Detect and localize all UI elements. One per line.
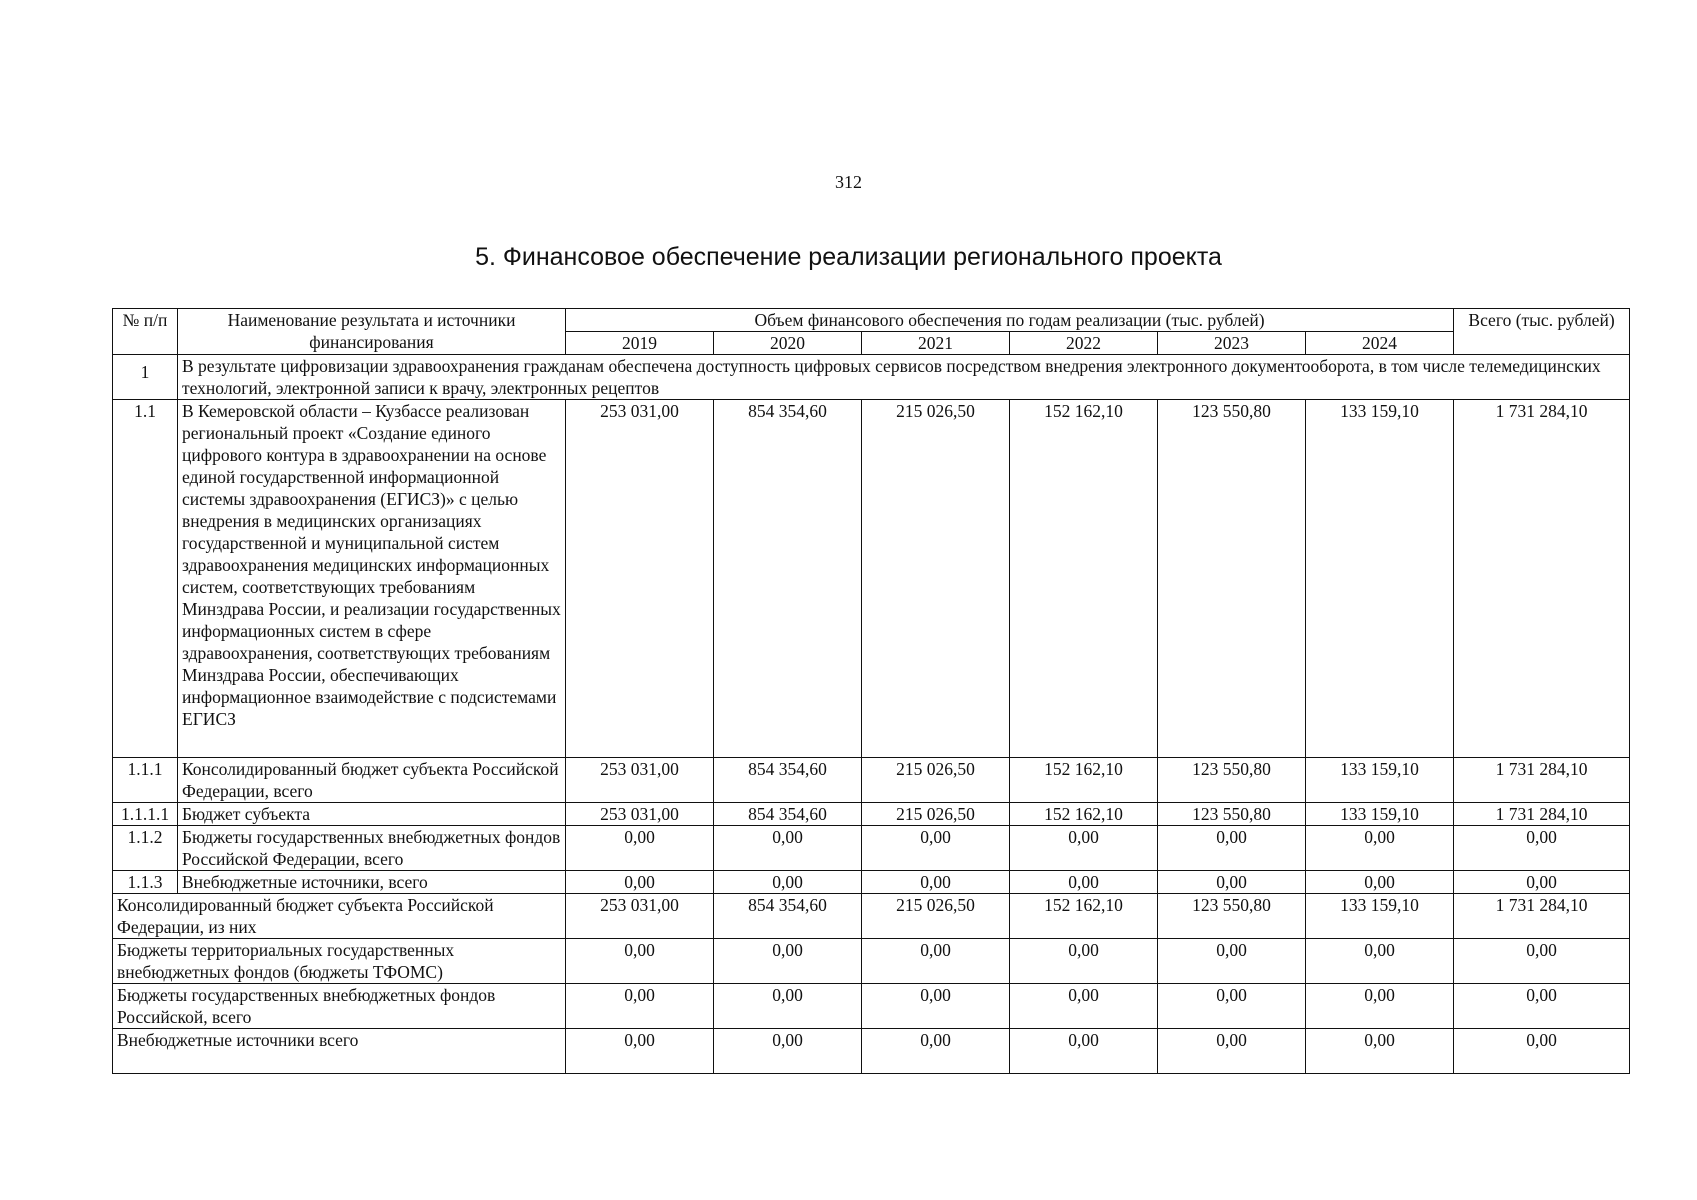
- page-number: 312: [835, 172, 862, 192]
- summary-value: 0,00: [714, 939, 862, 984]
- header-year: 2021: [862, 332, 1010, 355]
- row-value: 854 354,60: [714, 400, 862, 758]
- summary-row: [113, 894, 1630, 939]
- row-name: Консолидированный бюджет субъекта Российской Федерации, всего: [178, 758, 566, 803]
- row-value: 0,00: [566, 826, 714, 871]
- summary-total: 1 731 284,10: [1454, 894, 1630, 939]
- summary-value: 0,00: [1306, 1029, 1454, 1074]
- row-value: 0,00: [1010, 871, 1158, 894]
- summary-name: Внебюджетные источники всего: [113, 1029, 566, 1074]
- header-volume: Объем финансового обеспечения по годам реализации (тыс. рублей): [566, 309, 1454, 332]
- section-text: В результате цифровизации здравоохранения гражданам обеспечена доступность цифровых сервисов посредством внедрения электронного документооборота, в том числе телемедицинских технологий, электронной записи к врачу, электронных рецептов: [178, 355, 1630, 400]
- summary-value: 0,00: [1158, 939, 1306, 984]
- summary-value: 0,00: [566, 939, 714, 984]
- row-value: 0,00: [714, 871, 862, 894]
- summary-value: 0,00: [566, 1029, 714, 1074]
- table-row: [113, 826, 1630, 871]
- summary-value: 0,00: [1158, 984, 1306, 1029]
- row-value: 215 026,50: [862, 400, 1010, 758]
- header-year: 2024: [1306, 332, 1454, 355]
- row-name: В Кемеровской области – Кузбассе реализован региональный проект «Создание единого цифрового контура в здравоохранении на основе единой государственной информационной системы здравоохранения (ЕГИСЗ)» с целью внедрения в медицинских организациях государственной и муниципальной систем здравоохранения медицинских информационных систем, соответствующих требованиям Минздрава России, и реализации государственных информационных систем в сфере здравоохранения, соответствующих требованиям Минздрава России, обеспечивающих информационное взаимодействие с подсистемами ЕГИСЗ: [178, 400, 566, 758]
- summary-value: 0,00: [862, 984, 1010, 1029]
- row-value: 133 159,10: [1306, 400, 1454, 758]
- section-title: 5. Финансовое обеспечение реализации регионального проекта: [475, 243, 1222, 271]
- header-year: 2023: [1158, 332, 1306, 355]
- summary-value: 0,00: [714, 1029, 862, 1074]
- rows-body: [113, 400, 1630, 894]
- row-name: Бюджеты государственных внебюджетных фондов Российской Федерации, всего: [178, 826, 566, 871]
- row-total: 1 731 284,10: [1454, 400, 1630, 758]
- table-row: [113, 400, 1630, 758]
- row-num: 1.1.3: [113, 871, 178, 894]
- row-value: 0,00: [1158, 826, 1306, 871]
- table-row: [113, 803, 1630, 826]
- row-value: 253 031,00: [566, 400, 714, 758]
- summary-body: [113, 894, 1630, 1074]
- summary-value: 215 026,50: [862, 894, 1010, 939]
- summary-value: 854 354,60: [714, 894, 862, 939]
- row-num: 1.1.2: [113, 826, 178, 871]
- row-value: 215 026,50: [862, 758, 1010, 803]
- summary-value: 0,00: [714, 984, 862, 1029]
- row-value: 152 162,10: [1010, 803, 1158, 826]
- row-value: 854 354,60: [714, 758, 862, 803]
- header-num: № п/п: [113, 309, 178, 355]
- row-num: 1.1.1.1: [113, 803, 178, 826]
- summary-name: Консолидированный бюджет субъекта Российской Федерации, из них: [113, 894, 566, 939]
- summary-row: [113, 939, 1630, 984]
- row-value: 0,00: [862, 826, 1010, 871]
- row-name: Бюджет субъекта: [178, 803, 566, 826]
- row-value: 253 031,00: [566, 758, 714, 803]
- summary-value: 253 031,00: [566, 894, 714, 939]
- row-value: 133 159,10: [1306, 803, 1454, 826]
- row-name: Внебюджетные источники, всего: [178, 871, 566, 894]
- row-value: 215 026,50: [862, 803, 1010, 826]
- row-value: 0,00: [1306, 871, 1454, 894]
- row-value: 123 550,80: [1158, 803, 1306, 826]
- summary-value: 0,00: [862, 939, 1010, 984]
- row-total: 0,00: [1454, 871, 1630, 894]
- section-num: 1: [113, 355, 178, 400]
- summary-value: 0,00: [1158, 1029, 1306, 1074]
- summary-value: 0,00: [1306, 984, 1454, 1029]
- financing-table: [112, 308, 1630, 1074]
- summary-value: 0,00: [1010, 939, 1158, 984]
- summary-total: 0,00: [1454, 1029, 1630, 1074]
- table-row: [113, 871, 1630, 894]
- row-value: 0,00: [1306, 826, 1454, 871]
- row-num: 1.1.1: [113, 758, 178, 803]
- row-value: 123 550,80: [1158, 758, 1306, 803]
- summary-value: 0,00: [1010, 984, 1158, 1029]
- row-value: 0,00: [566, 871, 714, 894]
- summary-value: 152 162,10: [1010, 894, 1158, 939]
- header-year: 2019: [566, 332, 714, 355]
- summary-total: 0,00: [1454, 939, 1630, 984]
- summary-name: Бюджеты территориальных государственных внебюджетных фондов (бюджеты ТФОМС): [113, 939, 566, 984]
- row-total: 0,00: [1454, 826, 1630, 871]
- row-value: 0,00: [862, 871, 1010, 894]
- summary-row: [113, 1029, 1630, 1074]
- row-value: 133 159,10: [1306, 758, 1454, 803]
- row-value: 253 031,00: [566, 803, 714, 826]
- summary-value: 123 550,80: [1158, 894, 1306, 939]
- table-row: [113, 758, 1630, 803]
- summary-name: Бюджеты государственных внебюджетных фондов Российской, всего: [113, 984, 566, 1029]
- header-total: Всего (тыс. рублей): [1454, 309, 1630, 355]
- row-value: 0,00: [714, 826, 862, 871]
- summary-total: 0,00: [1454, 984, 1630, 1029]
- summary-value: 133 159,10: [1306, 894, 1454, 939]
- summary-value: 0,00: [1306, 939, 1454, 984]
- row-value: 0,00: [1010, 826, 1158, 871]
- row-value: 152 162,10: [1010, 758, 1158, 803]
- summary-value: 0,00: [566, 984, 714, 1029]
- header-row-1: [113, 309, 1630, 332]
- summary-value: 0,00: [862, 1029, 1010, 1074]
- row-total: 1 731 284,10: [1454, 803, 1630, 826]
- row-num: 1.1: [113, 400, 178, 758]
- row-value: 123 550,80: [1158, 400, 1306, 758]
- header-year: 2022: [1010, 332, 1158, 355]
- row-value: 854 354,60: [714, 803, 862, 826]
- row-value: 0,00: [1158, 871, 1306, 894]
- summary-value: 0,00: [1010, 1029, 1158, 1074]
- header-year: 2020: [714, 332, 862, 355]
- row-value: 152 162,10: [1010, 400, 1158, 758]
- header-name: Наименование результата и источники финансирования: [178, 309, 566, 355]
- section-row: [113, 355, 1630, 400]
- row-total: 1 731 284,10: [1454, 758, 1630, 803]
- summary-row: [113, 984, 1630, 1029]
